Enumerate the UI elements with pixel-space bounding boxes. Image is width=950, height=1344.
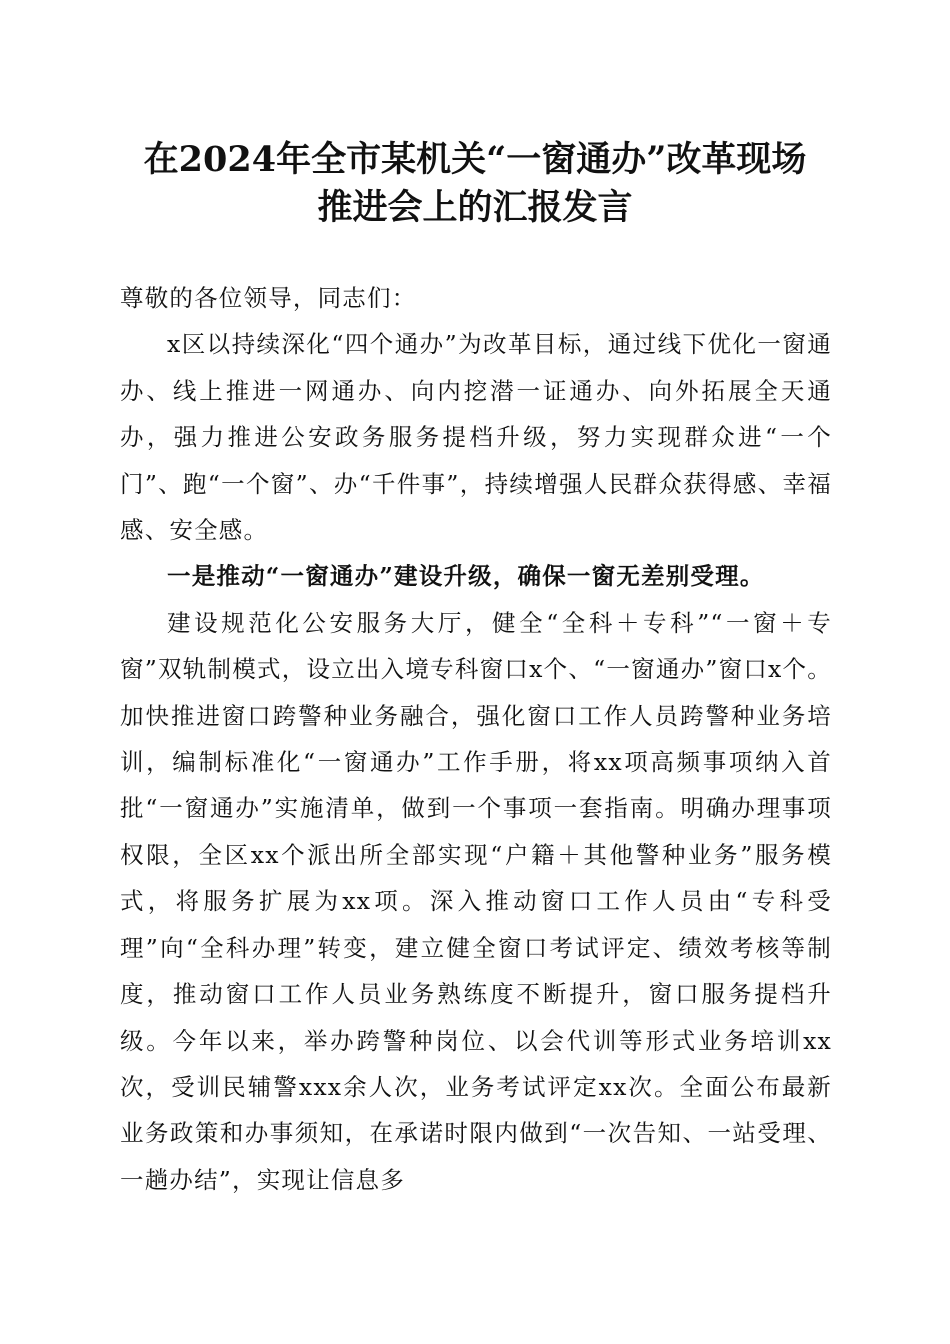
subheading-1: 一是推动“一窗通办”建设升级，确保一窗无差别受理。 [167,562,765,591]
document-title-line-2: 推进会上的汇报发言 [317,187,633,228]
document-title-line-1: 在2024年全市某机关“一窗通办”改革现场 [143,139,807,180]
paragraph-window-service: 建设规范化公安服务大厅，健全“全科＋专科”“一窗＋专窗”双轨制模式，设立出入境专科窗口x个、“一窗通办”窗口x个。加快推进窗口跨警种业务融合，强化窗口工作人员跨警种业务培训，编制标准化“一窗通办”工作手册，将xx项高频事项纳入首批“一窗通办”实施清单，做到一个事项一套指南。明确办理事项权限，全区xx个派出所全部实现“户籍＋其他警种业务”服务模式，将服务扩展为xx项。深入推动窗口工作人员由“专科受理”向“全科办理”转变，建立健全窗口考试评定、绩效考核等制度，推动窗口工作人员业务熟练度不断提升，窗口服务提档升级。今年以来，举办跨警种岗位、以会代训等形式业务培训xx次，受训民辅警xxx余人次，业务考试评定xx次。全面公布最新业务政策和办事须知，在承诺时限内做到“一次告知、一站受理、一趟办结”，实现让信息多 [120,608,832,1194]
document-body [120,275,832,1203]
salutation: 尊敬的各位领导，同志们： [120,284,417,312]
paragraph-intro: x区以持续深化“四个通办”为改革目标，通过线下优化一窗通办、线上推进一网通办、向内挖潜一证通办、向外拓展全天通办，强力推进公安政务服务提档升级，努力实现群众进“一个门”、跑“一个窗”、办“千件事”，持续增强人民群众获得感、幸福感、安全感。 [120,330,832,545]
